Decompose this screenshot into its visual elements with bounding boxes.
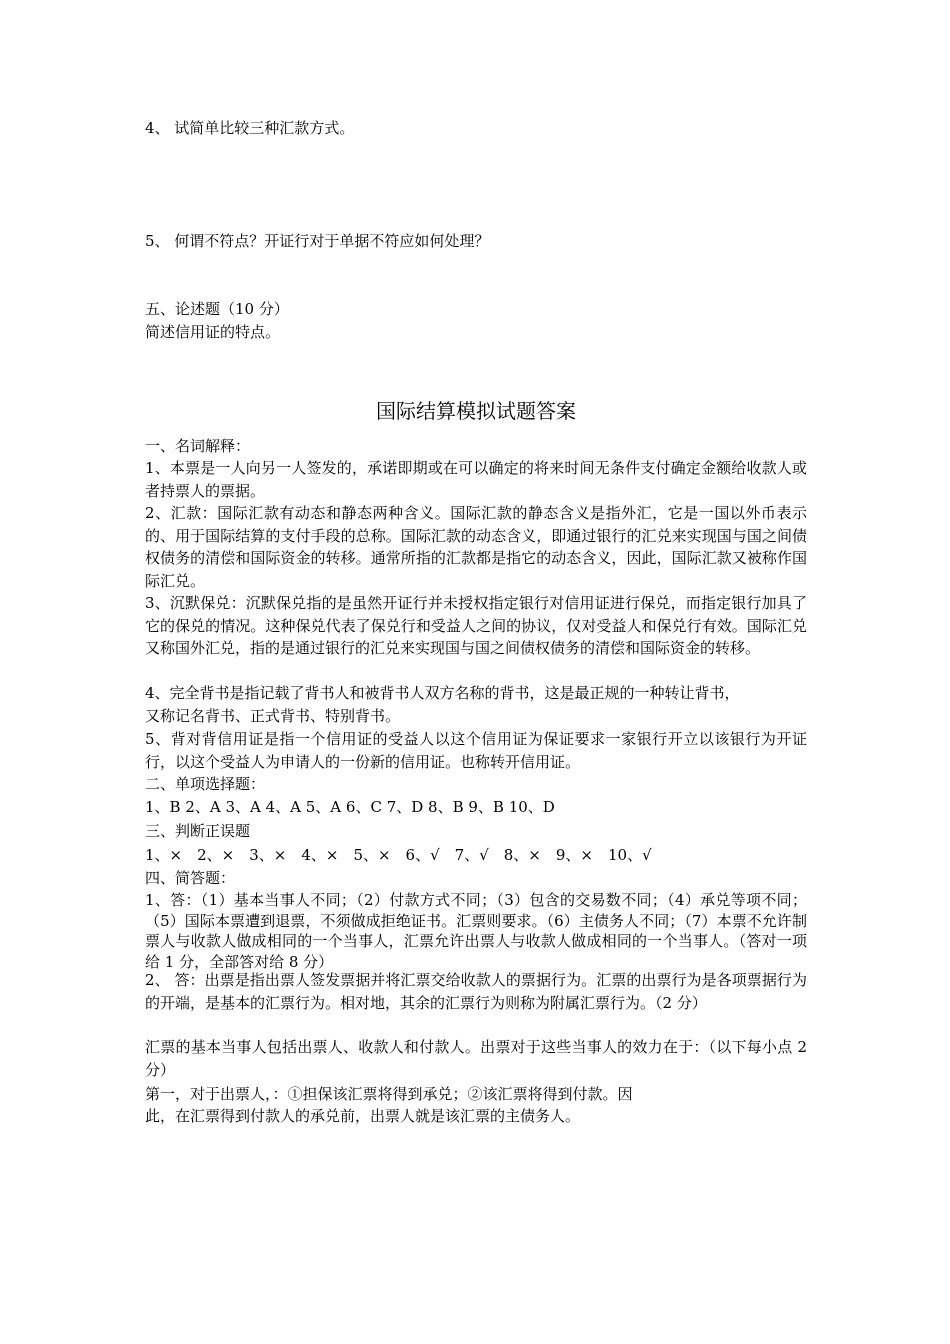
definition-5: 5、背对背信用证是指一个信用证的受益人以这个信用证为保证要求一家银行开立以该银行为开证行，以这个受益人为申请人的一份新的信用证。也称转开信用证。 — [145, 730, 807, 771]
section-2-heading: 二、单项选择题： — [145, 775, 266, 793]
question-5: 5、 何谓不符点？开证行对于单据不符应如何处理？ — [145, 232, 490, 250]
definition-1: 1、本票是一人向另一人签发的，承诺即期或在可以确定的将来时间无条件支付确定金额给收款人或者持票人的票据。 — [145, 459, 807, 500]
section-3-answers: 1、× 2、× 3、× 4、× 5、× 6、√ 7、√ 8、× 9、× 10、√ — [145, 846, 652, 864]
definition-4: 4、完全背书是指记载了背书人和被背书人双方名称的背书，这是最正规的一种转让背书， — [145, 684, 740, 702]
section-5-heading: 五、论述题（10 分） — [145, 300, 289, 318]
definition-3: 3、沉默保兑：沉默保兑指的是虽然开证行并未授权指定银行对信用证进行保兑，而指定银行加具了它的保兑的情况。这种保兑代表了保兑行和受益人之间的协议，仅对受益人和保兑行有效。国际汇兑又称国外汇兑，指的是通过银行的汇兑来实现国与国之间债权债务的清偿和国际资金的转移。 — [145, 594, 807, 657]
definition-2: 2、汇款：国际汇款有动态和静态两种含义。国际汇款的静态含义是指外汇，它是一国以外币表示的、用于国际结算的支付手段的总称。国际汇款的动态含义，即通过银行的汇兑来实现国与国之间债权债务的清偿和国际资金的转移。通常所指的汇款都是指它的动态含义，因此，国际汇款又被称作国际汇兑。 — [145, 504, 807, 590]
section-1-heading: 一、名词解释： — [145, 437, 251, 455]
definition-4-continued: 又称记名背书、正式背书、特别背书。 — [145, 707, 401, 725]
answers-title: 国际结算模拟试题答案 — [376, 399, 576, 423]
short-answer-2-first-point-continued: 此，在汇票得到付款人的承兑前，出票人就是该汇票的主债务人。 — [145, 1107, 581, 1125]
short-answer-2-continued: 汇票的基本当事人包括出票人、收款人和付款人。出票对于这些当事人的效力在于：（以下每小点 2 分） — [145, 1038, 807, 1079]
section-3-heading: 三、判断正误题 — [145, 822, 251, 840]
question-4: 4、 试简单比较三种汇款方式。 — [145, 119, 355, 137]
section-4-heading: 四、简答题： — [145, 869, 236, 887]
short-answer-2-first-point: 第一，对于出票人，：①担保该汇票将得到承兑；②该汇票将得到付款。因 — [145, 1085, 633, 1103]
short-answer-2: 2、 答：出票是指出票人签发票据并将汇票交给收款人的票据行为。汇票的出票行为是各项票据行为的开端，是基本的汇票行为。相对地，其余的汇票行为则称为附属汇票行为。（2 分） — [145, 971, 807, 1012]
short-answer-1: 1、答：（1）基本当事人不同；（2）付款方式不同；（3）包含的交易数不同；（4）承兑等项不同；（5）国际本票遭到退票，不须做成拒绝证书。汇票则要求。（6）主债务人不同；（7）本票不允许制票人与收款人做成相同的一个当事人，汇票允许出票人与收款人做成相同的一个当事人。（答对一项给 1 分，全部答对给 8 分） — [145, 891, 807, 971]
section-2-answers: 1、B 2、A 3、A 4、A 5、A 6、C 7、D 8、B 9、B 10、D — [145, 798, 555, 816]
section-5-prompt: 简述信用证的特点。 — [145, 323, 281, 341]
